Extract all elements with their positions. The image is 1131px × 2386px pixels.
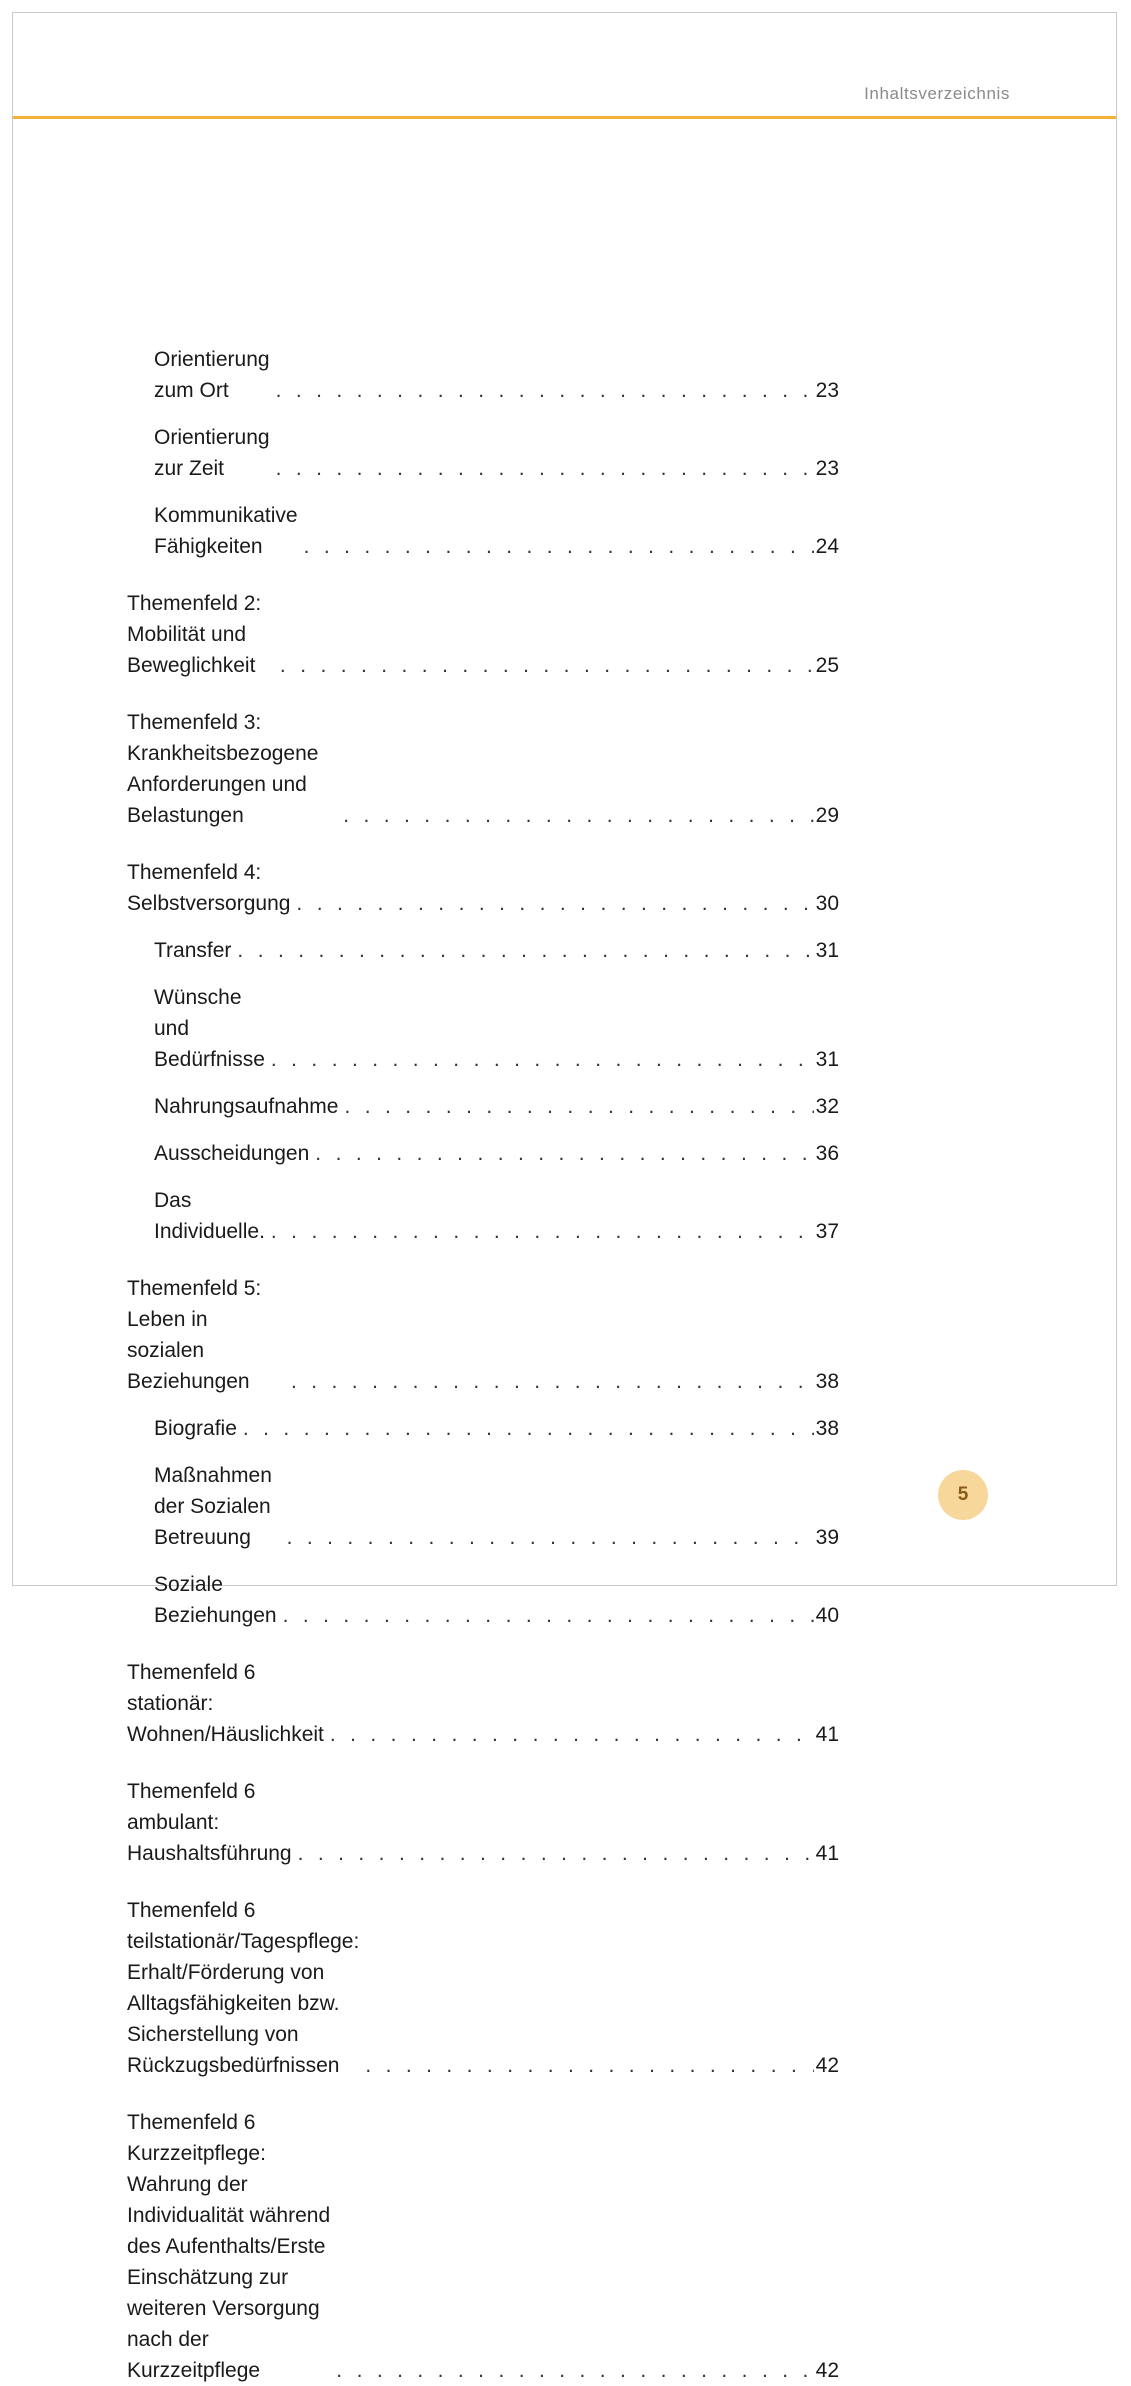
toc-title: Themenfeld 6 stationär: Wohnen/Häuslichkeit [127, 1661, 324, 1746]
dot-leader [276, 453, 814, 484]
toc-title: Nahrungsaufnahme [154, 1095, 339, 1118]
dot-leader [291, 1366, 814, 1397]
toc-page-number: 31 [815, 1048, 839, 1071]
toc-title: Themenfeld 6 ambulant: Haushaltsführung [127, 1780, 292, 1865]
toc-title: Orientierung zum Ort [154, 348, 270, 402]
toc-title: Themenfeld 3: Krankheitsbezogene Anforderungen und Belastungen [127, 711, 319, 827]
header-rule [13, 116, 1116, 119]
toc-page-number: 25 [815, 654, 839, 677]
toc-title: Themenfeld 2: Mobilität und Beweglichkeit [127, 592, 262, 677]
toc-page-number: 31 [815, 939, 839, 962]
page-number-badge: 5 [938, 1470, 988, 1520]
toc-subentry[interactable] [127, 1460, 839, 1553]
dot-leader [271, 1216, 814, 1247]
toc-title: Transfer [154, 939, 232, 962]
dot-leader [287, 1522, 814, 1553]
toc-subentry[interactable] [127, 500, 839, 562]
toc-page-number: 37 [815, 1220, 839, 1243]
toc-entry[interactable] [127, 2107, 839, 2386]
dot-leader [243, 1413, 814, 1444]
dot-leader [365, 2050, 813, 2081]
toc-page-number: 42 [815, 2054, 839, 2077]
toc-subentry[interactable] [127, 935, 839, 966]
toc-page-number: 38 [815, 1370, 839, 1393]
document-page [12, 12, 1117, 2382]
toc-page-number: 23 [815, 457, 839, 480]
toc-page-number: 36 [815, 1142, 839, 1165]
toc-subentry[interactable] [127, 1413, 839, 1444]
toc-page-number: 30 [815, 892, 839, 915]
toc-title: Kommunikative Fähigkeiten [154, 504, 298, 558]
dot-leader [315, 1138, 813, 1169]
toc-subentry[interactable] [127, 1091, 839, 1122]
dot-leader [330, 1719, 814, 1750]
toc-title: Maßnahmen der Sozialen Betreuung [154, 1464, 272, 1549]
toc-page-number: 38 [815, 1417, 839, 1440]
toc-page-number: 24 [815, 535, 839, 558]
toc-page-number: 42 [815, 2359, 839, 2382]
dot-leader [298, 1838, 814, 1869]
toc-page-number: 32 [815, 1095, 839, 1118]
toc-title: Ausscheidungen [154, 1142, 310, 1165]
dot-leader [304, 531, 814, 562]
dot-leader [237, 935, 813, 966]
toc-entry[interactable] [127, 857, 839, 919]
toc-page-number: 39 [815, 1526, 839, 1549]
dot-leader [271, 1044, 814, 1075]
toc-page-number: 23 [815, 379, 839, 402]
toc-page-number: 40 [815, 1604, 839, 1627]
dot-leader [276, 375, 814, 406]
toc-title: Themenfeld 5: Leben in sozialen Beziehungen [127, 1277, 262, 1393]
toc-entry[interactable] [127, 1273, 839, 1397]
toc-title: Das Individuelle. [154, 1189, 265, 1243]
toc-subentry[interactable] [127, 344, 839, 406]
toc-entry[interactable] [127, 588, 839, 681]
toc-title: Themenfeld 6 Kurzzeitpflege: Wahrung der Individualität während des Aufenthalts/Erste Einschätzung zur weiteren Versorgung nach der Kurzzeitpflege [127, 2111, 331, 2382]
toc-title: Themenfeld 6 teilstationär/Tagespflege: Erhalt/Förderung von Alltagsfähigkeiten bzw. Sicherstellung von Rückzugsbedürfnissen [127, 1899, 360, 2077]
toc-title: Themenfeld 4: Selbstversorgung [127, 861, 291, 915]
toc-entry[interactable] [127, 707, 839, 831]
toc-title: Soziale Beziehungen [154, 1573, 277, 1627]
dot-leader [344, 1091, 813, 1122]
toc-subentry[interactable] [127, 1185, 839, 1247]
dot-leader [280, 650, 814, 681]
toc-page-number: 29 [815, 804, 839, 827]
table-of-contents [127, 344, 839, 2386]
toc-subentry[interactable] [127, 982, 839, 1075]
dot-leader [296, 888, 813, 919]
toc-entry[interactable] [127, 1657, 839, 1750]
toc-subentry[interactable] [127, 1569, 839, 1631]
dot-leader [336, 2355, 813, 2386]
toc-subentry[interactable] [127, 422, 839, 484]
toc-page-number: 41 [815, 1842, 839, 1865]
running-head: Inhaltsverzeichnis [864, 84, 1010, 103]
dot-leader [343, 800, 813, 831]
toc-subentry[interactable] [127, 1138, 839, 1169]
dot-leader [283, 1600, 814, 1631]
toc-title: Wünsche und Bedürfnisse [154, 986, 265, 1071]
toc-entry[interactable] [127, 1895, 839, 2081]
toc-entry[interactable] [127, 1776, 839, 1869]
toc-title: Orientierung zur Zeit [154, 426, 270, 480]
toc-page-number: 41 [815, 1723, 839, 1746]
toc-title: Biografie [154, 1417, 237, 1440]
